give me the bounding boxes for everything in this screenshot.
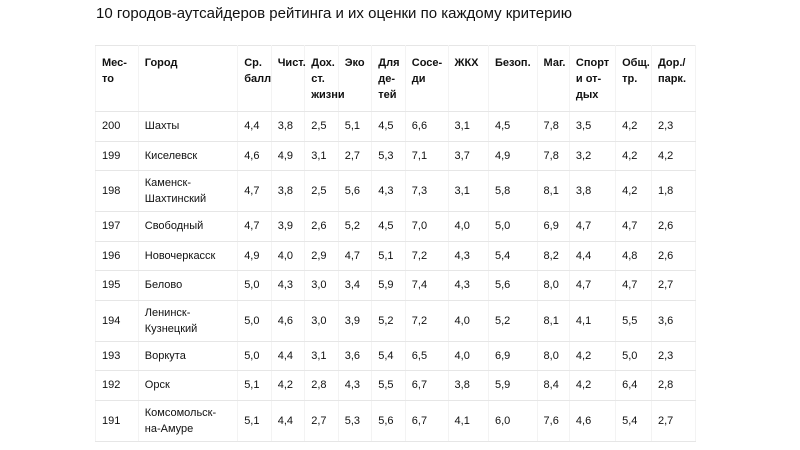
rank-cell: 199	[96, 141, 139, 171]
score-cell: 7,0	[405, 212, 448, 242]
table-row	[96, 371, 696, 401]
score-cell: 2,6	[651, 212, 695, 242]
score-cell: 4,3	[372, 171, 406, 212]
score-cell: 3,1	[305, 141, 339, 171]
rank-cell: 198	[96, 171, 139, 212]
score-cell: 5,4	[616, 400, 652, 441]
table-row	[96, 141, 696, 171]
score-cell: 5,9	[372, 271, 406, 301]
score-cell: 7,2	[405, 300, 448, 341]
city-cell: Комсомольск-на-Амуре	[138, 400, 237, 441]
score-cell: 5,0	[616, 341, 652, 371]
score-cell: 4,9	[271, 141, 305, 171]
score-cell: 5,1	[372, 241, 406, 271]
score-cell: 2,7	[338, 141, 372, 171]
rank-cell: 193	[96, 341, 139, 371]
score-cell: 8,4	[537, 371, 569, 401]
score-cell: 1,8	[651, 171, 695, 212]
score-cell: 2,3	[651, 341, 695, 371]
score-cell: 4,6	[238, 141, 272, 171]
score-cell: 2,6	[651, 241, 695, 271]
score-cell: 5,3	[338, 400, 372, 441]
score-cell: 4,1	[569, 300, 615, 341]
score-cell: 3,9	[271, 212, 305, 242]
score-cell: 4,2	[616, 171, 652, 212]
rank-cell: 195	[96, 271, 139, 301]
score-cell: 6,4	[616, 371, 652, 401]
score-cell: 3,6	[338, 341, 372, 371]
score-cell: 4,1	[448, 400, 488, 441]
score-cell: 2,7	[651, 271, 695, 301]
score-cell: 2,5	[305, 171, 339, 212]
score-cell: 4,2	[651, 141, 695, 171]
score-cell: 5,1	[238, 371, 272, 401]
score-cell: 8,1	[537, 300, 569, 341]
score-cell: 4,5	[488, 112, 537, 142]
column-header: Безоп.	[488, 46, 537, 112]
score-cell: 2,5	[305, 112, 339, 142]
table-header	[96, 46, 696, 112]
score-cell: 5,5	[372, 371, 406, 401]
rank-cell: 197	[96, 212, 139, 242]
score-cell: 6,7	[405, 371, 448, 401]
column-header: ЖКХ	[448, 46, 488, 112]
score-cell: 7,8	[537, 141, 569, 171]
column-header: Маг.	[537, 46, 569, 112]
score-cell: 3,8	[569, 171, 615, 212]
column-header: Общ. тр.	[616, 46, 652, 112]
table-row	[96, 241, 696, 271]
city-cell: Ленинск-Кузнецкий	[138, 300, 237, 341]
score-cell: 8,1	[537, 171, 569, 212]
score-cell: 7,1	[405, 141, 448, 171]
column-header: Дох. ст. жизни	[305, 46, 339, 112]
score-cell: 5,6	[372, 400, 406, 441]
score-cell: 3,7	[448, 141, 488, 171]
score-cell: 5,1	[338, 112, 372, 142]
score-cell: 4,6	[569, 400, 615, 441]
score-cell: 3,8	[448, 371, 488, 401]
score-cell: 5,6	[488, 271, 537, 301]
score-cell: 6,9	[488, 341, 537, 371]
score-cell: 4,7	[569, 271, 615, 301]
rank-cell: 192	[96, 371, 139, 401]
score-cell: 7,6	[537, 400, 569, 441]
score-cell: 4,4	[271, 341, 305, 371]
rank-cell: 194	[96, 300, 139, 341]
rank-cell: 200	[96, 112, 139, 142]
score-cell: 4,3	[271, 271, 305, 301]
score-cell: 4,2	[569, 371, 615, 401]
score-cell: 7,4	[405, 271, 448, 301]
score-cell: 4,8	[616, 241, 652, 271]
table-row	[96, 112, 696, 142]
city-cell: Белово	[138, 271, 237, 301]
column-header: Для де-тей	[372, 46, 406, 112]
score-cell: 4,0	[448, 341, 488, 371]
score-cell: 4,7	[238, 171, 272, 212]
score-cell: 4,3	[448, 241, 488, 271]
score-cell: 3,1	[305, 341, 339, 371]
score-cell: 8,0	[537, 341, 569, 371]
score-cell: 4,3	[448, 271, 488, 301]
column-header: Мес-то	[96, 46, 139, 112]
score-cell: 6,7	[405, 400, 448, 441]
score-cell: 4,0	[448, 300, 488, 341]
score-cell: 4,0	[271, 241, 305, 271]
score-cell: 3,1	[448, 171, 488, 212]
ratings-table	[95, 45, 696, 442]
score-cell: 3,2	[569, 141, 615, 171]
score-cell: 4,4	[271, 400, 305, 441]
score-cell: 8,0	[537, 271, 569, 301]
score-cell: 3,8	[271, 112, 305, 142]
score-cell: 2,9	[305, 241, 339, 271]
column-header: Чист.	[271, 46, 305, 112]
column-header: Город	[138, 46, 237, 112]
score-cell: 3,9	[338, 300, 372, 341]
score-cell: 4,7	[616, 212, 652, 242]
score-cell: 5,0	[238, 341, 272, 371]
table-row	[96, 171, 696, 212]
city-cell: Шахты	[138, 112, 237, 142]
score-cell: 4,7	[569, 212, 615, 242]
score-cell: 6,0	[488, 400, 537, 441]
score-cell: 4,0	[448, 212, 488, 242]
score-cell: 7,2	[405, 241, 448, 271]
score-cell: 4,7	[338, 241, 372, 271]
score-cell: 3,0	[305, 300, 339, 341]
score-cell: 4,2	[271, 371, 305, 401]
score-cell: 4,5	[372, 212, 406, 242]
score-cell: 7,3	[405, 171, 448, 212]
city-cell: Орск	[138, 371, 237, 401]
score-cell: 7,8	[537, 112, 569, 142]
table-row	[96, 271, 696, 301]
score-cell: 2,8	[305, 371, 339, 401]
score-cell: 5,8	[488, 171, 537, 212]
score-cell: 6,6	[405, 112, 448, 142]
page-title: 10 городов-аутсайдеров рейтинга и их оценки по каждому критерию	[96, 5, 573, 22]
city-cell: Свободный	[138, 212, 237, 242]
table-body	[96, 112, 696, 442]
score-cell: 4,9	[488, 141, 537, 171]
rank-cell: 196	[96, 241, 139, 271]
column-header: Спорт и от-дых	[569, 46, 615, 112]
score-cell: 3,0	[305, 271, 339, 301]
score-cell: 4,9	[238, 241, 272, 271]
score-cell: 5,5	[616, 300, 652, 341]
score-cell: 4,7	[238, 212, 272, 242]
score-cell: 3,1	[448, 112, 488, 142]
score-cell: 3,8	[271, 171, 305, 212]
column-header: Эко	[338, 46, 372, 112]
score-cell: 3,5	[569, 112, 615, 142]
column-header: Дор./ парк.	[651, 46, 695, 112]
score-cell: 4,7	[616, 271, 652, 301]
score-cell: 4,2	[569, 341, 615, 371]
column-header: Ср. балл	[238, 46, 272, 112]
table-row	[96, 400, 696, 441]
score-cell: 5,0	[238, 271, 272, 301]
score-cell: 5,9	[488, 371, 537, 401]
table-row	[96, 300, 696, 341]
score-cell: 5,1	[238, 400, 272, 441]
city-cell: Киселевск	[138, 141, 237, 171]
score-cell: 2,6	[305, 212, 339, 242]
score-cell: 4,2	[616, 112, 652, 142]
score-cell: 5,2	[372, 300, 406, 341]
column-header: Сосе-ди	[405, 46, 448, 112]
score-cell: 5,4	[488, 241, 537, 271]
table-row	[96, 341, 696, 371]
score-cell: 5,4	[372, 341, 406, 371]
score-cell: 4,4	[238, 112, 272, 142]
score-cell: 2,7	[651, 400, 695, 441]
score-cell: 4,4	[569, 241, 615, 271]
score-cell: 6,9	[537, 212, 569, 242]
city-cell: Воркута	[138, 341, 237, 371]
score-cell: 4,2	[616, 141, 652, 171]
score-cell: 2,3	[651, 112, 695, 142]
city-cell: Каменск-Шахтинский	[138, 171, 237, 212]
score-cell: 3,4	[338, 271, 372, 301]
score-cell: 6,5	[405, 341, 448, 371]
header-row	[96, 46, 696, 112]
city-cell: Новочеркасск	[138, 241, 237, 271]
rank-cell: 191	[96, 400, 139, 441]
score-cell: 8,2	[537, 241, 569, 271]
score-cell: 5,0	[238, 300, 272, 341]
score-cell: 2,8	[651, 371, 695, 401]
score-cell: 5,0	[488, 212, 537, 242]
score-cell: 5,6	[338, 171, 372, 212]
score-cell: 4,3	[338, 371, 372, 401]
score-cell: 5,2	[338, 212, 372, 242]
score-cell: 3,6	[651, 300, 695, 341]
score-cell: 5,2	[488, 300, 537, 341]
score-cell: 5,3	[372, 141, 406, 171]
score-cell: 4,6	[271, 300, 305, 341]
score-cell: 2,7	[305, 400, 339, 441]
score-cell: 4,5	[372, 112, 406, 142]
table-row	[96, 212, 696, 242]
